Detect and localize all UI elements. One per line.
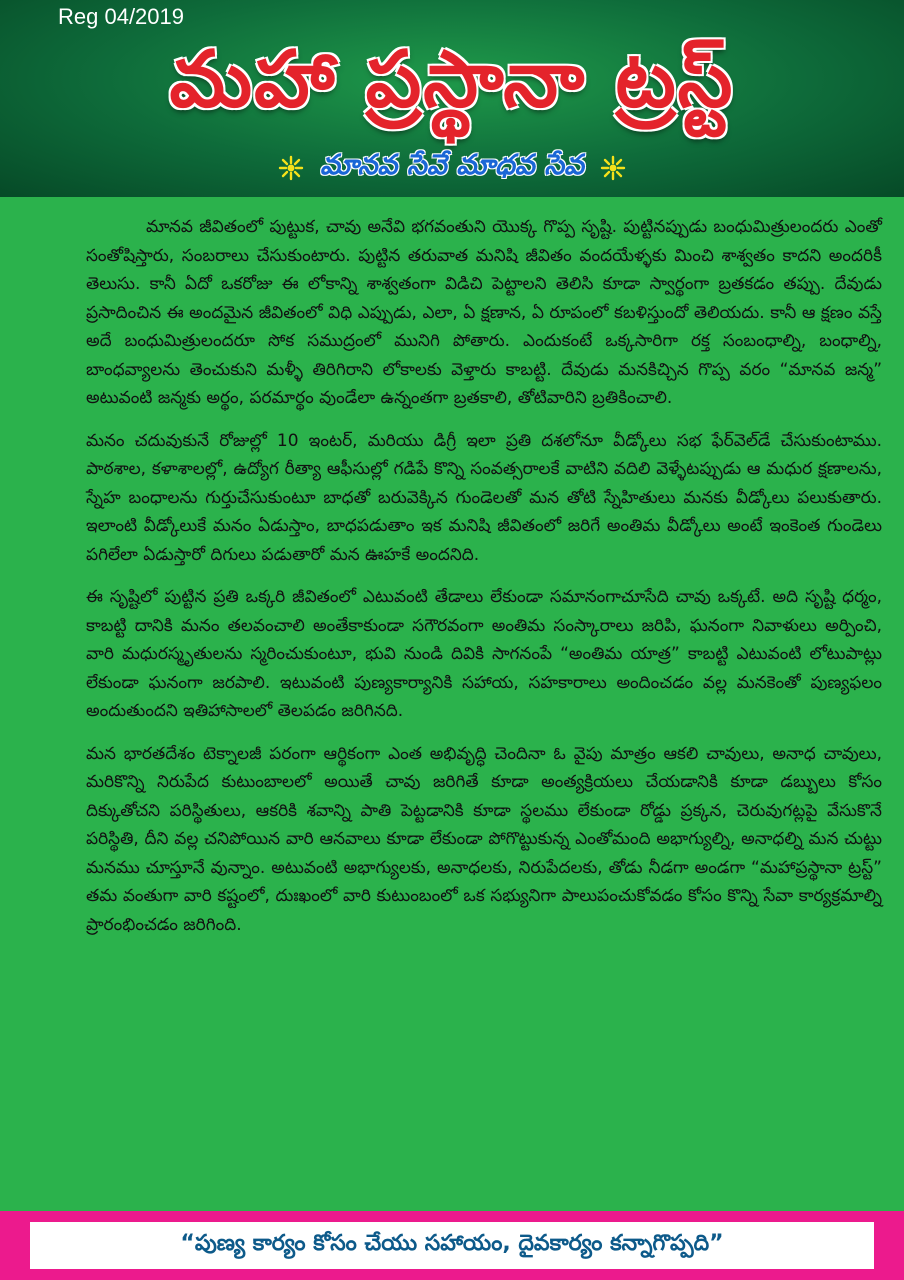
sun-burst-icon bbox=[278, 155, 304, 181]
tagline: మానవ సేవే మాధవ సేవ bbox=[320, 148, 584, 181]
footer-banner bbox=[0, 1211, 904, 1280]
paragraph-3: ఈ సృష్టిలో పుట్టిన ప్రతి ఒక్కరి జీవితంలో ఎటువంటి తేడాలు లేకుండా సమానంగాచూసేది చావు ఒక్కటే. అది సృష్టి ధర్మం, కాబట్టి దానికి మనం తలవంచాలి అంతేకాకుండా సగౌరవంగా అంతిమ సంస్కారాలు జరిపి, ఘనంగా నివాళులు అర్పించి, వారి మధురస్మృతులను స్మరించుకుంటూ, భువి నుండి దివికి సాగనంపే “అంతిమ యాత్ర” కాబట్టి ఎటువంటి లోటుపాట్లు లేకుండా ఘనంగా జరపాలి. ఇటువంటి పుణ్యకార్యానికి సహాయ, సహకారాలు అందించడం వల్ల మనకెంతో పుణ్యఫలం అందుతుందని ఇతిహాసాలలో తెలపడం జరిగినది. bbox=[86, 587, 882, 721]
article-body bbox=[86, 213, 882, 953]
paragraph-4: మన భారతదేశం టెక్నాలజీ పరంగా ఆర్థికంగా ఎంత అభివృద్ధి చెందినా ఓ వైపు మాత్రం ఆకలి చావులు, అనాధ చావులు, మరికొన్ని నిరుపేద కుటుంబాలలో అయితే చావు జరిగితే కూడా అంత్యక్రియలు చేయడానికి కూడా డబ్బులు కోసం దిక్కుతోచని పరిస్థితులు, ఆకరికి శవాన్ని పాతి పెట్టడానికి కూడా స్థలము లేకుండా రోడ్డు ప్రక్కన, చెరువుగట్లపై వేసుకొనే పరిస్థితి, దీని వల్ల చనిపోయిన వారి ఆనవాలు కూడా లేకుండా పోగొట్టుకున్న ఎంతోమంది అభాగ్యుల్ని, అనాధల్ని మన చుట్టు మనము చూస్తూనే వున్నాం. అటువంటి అభాగ్యులకు, అనాధలకు, నిరుపేదలకు, తోడు నీడగా అండగా “మహాప్రస్థానా ట్రస్ట్” తమ వంతుగా వారి కష్టంలో, దుఃఖంలో వారి కుటుంబంలో ఒక సభ్యునిగా పాలుపంచుకోవడం కోసం కొన్ని సేవా కార్యక్రమాల్ని ప్రారంభించడం జరిగింది. bbox=[86, 743, 882, 935]
footer-quote-box bbox=[30, 1222, 874, 1269]
paragraph-2: మనం చదువుకునే రోజుల్లో 10 ఇంటర్, మరియు డిగ్రీ ఇలా ప్రతి దశలోనూ వీడ్కోలు సభ ఫేర్‌వెల్‌డే చేసుకుంటాము. పాఠశాల, కళాశాలల్లో, ఉద్యోగ రీత్యా ఆఫీసుల్లో గడిపే కొన్ని సంవత్సరాలకే వాటిని వదిలి వెళ్ళేటప్పుడు ఆ మధుర క్షణాలను, స్నేహ బంధాలను గుర్తుచేసుకుంటూ బాధతో బరువెక్కిన గుండెలతో మన తోటి స్నేహితులు మనకు వీడ్కోలు పలుకుతారు. ఇలాంటి వీడ్కోలుకే మనం ఏడుస్తాం, బాధపడుతాం ఇక మనిషి జీవితంలో జరిగే అంతిమ వీడ్కోలు అంటే ఇంకెంత గుండెలు పగిలేలా ఏడుస్తారో దిగులు పడుతారో మన ఊహకే అందనిది. bbox=[86, 430, 882, 565]
trust-title: మహా ప్రస్థానా ట్రస్ట్ bbox=[169, 35, 735, 125]
registration-number: Reg 04/2019 bbox=[58, 4, 184, 29]
tagline-row bbox=[0, 148, 904, 188]
paragraph-1: మానవ జీవితంలో పుట్టుక, చావు అనేవి భగవంతుని యొక్క గొప్ప సృష్టి. పుట్టినప్పుడు బంధుమిత్రులందరు ఎంతో సంతోషిస్తారు, సంబరాలు చేసుకుంటారు. పుట్టిన తరువాత మనిషి జీవితం వందయేళ్ళకు మించి శాశ్వతం కాదని అందరికీ తెలుసు. కానీ ఏదో ఒకరోజు ఈ లోకాన్ని శాశ్వతంగా విడిచి పెట్టాలని తెలిసి కూడా స్వార్థంగా బ్రతకడం తప్పు. దేవుడు ప్రసాదించిన ఈ అందమైన జీవితంలో విధి ఎప్పుడు, ఎలా, ఏ క్షణాన, ఏ రూపంలో కబళిస్తుందో తెలియదు. కానీ ఆ క్షణం వస్తే అదే బంధుమిత్రులందరూ సోక సముద్రంలో మునిగి పోతారు. ఎందుకంటే ఒక్కసారిగా రక్త సంబంధాల్ని, బంధాల్ని, బాంధవ్యాలను తెంచుకుని మళ్ళీ తిరిగిరాని లోకాలకు వెళ్తారు కాబట్టి. దేవుడు మనకిచ్చిన గొప్ప వరం “మానవ జన్మ” అటువంటి జన్మకు అర్థం, పరమార్థం వుండేలా ఉన్నంతగా బ్రతకాలి, తోటివారిని బ్రతికించాలి. bbox=[86, 217, 882, 408]
sun-burst-icon bbox=[600, 155, 626, 181]
header-banner bbox=[0, 0, 904, 197]
footer-quote: “పుణ్య కార్యం కోసం చేయు సహాయం, దైవకార్యం కన్నాగొప్పది” bbox=[180, 1230, 724, 1256]
